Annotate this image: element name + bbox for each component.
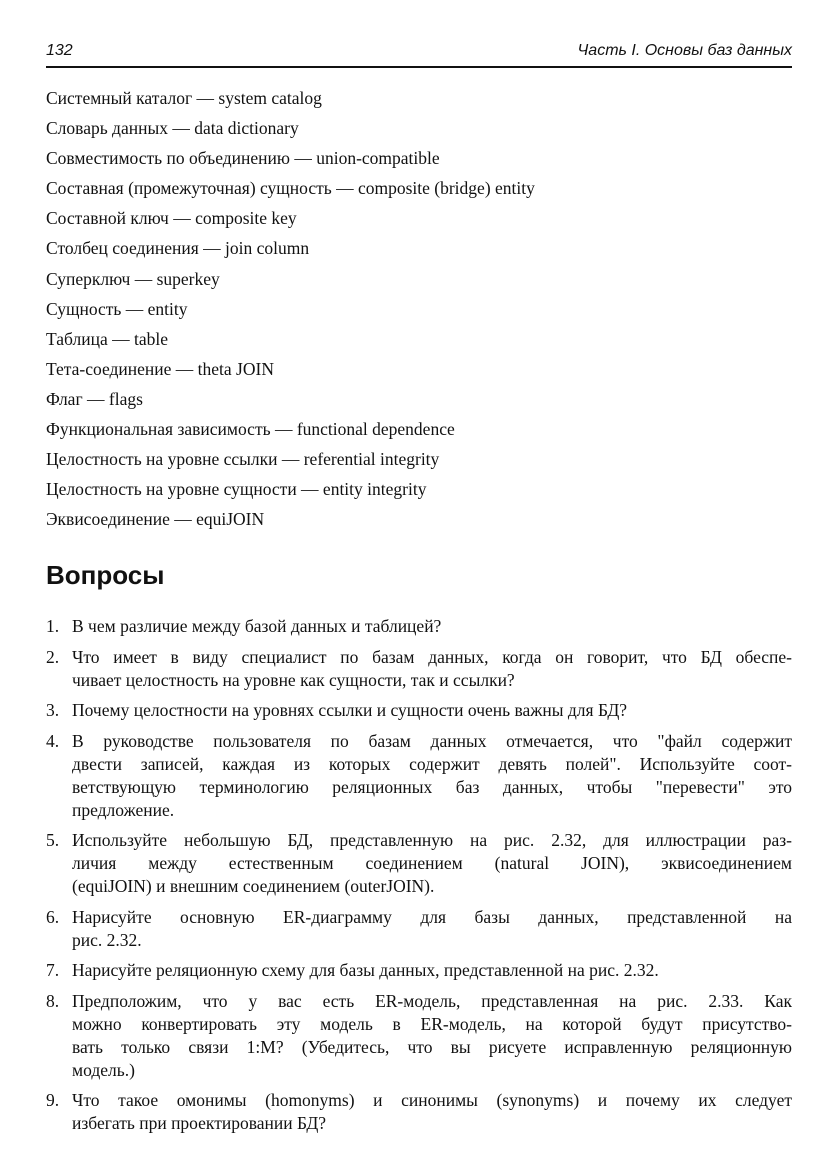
section-heading: Вопросы xyxy=(46,560,165,590)
glossary-entry: Составная (промежуточная) сущность — composite (bridge) entity xyxy=(46,178,535,199)
question-text-line: В чем различие между базой данных и таблицей? xyxy=(72,616,442,636)
glossary-entry: Системный каталог — system catalog xyxy=(46,88,322,108)
question-text-line: личия между естественным соединением (natural JOIN), эквисоединением xyxy=(72,853,792,873)
question-item xyxy=(46,699,792,722)
glossary-entry: Суперключ — superkey xyxy=(46,268,220,289)
question-number: 8. xyxy=(46,990,60,1011)
glossary-list xyxy=(46,86,792,537)
question-item xyxy=(46,730,792,822)
question-item xyxy=(46,906,792,952)
chapter-title: Часть I. Основы баз данных xyxy=(577,42,792,59)
question-text-line: чивает целостность на уровне как сущности, так и ссылки? xyxy=(72,669,515,690)
question-item xyxy=(46,646,792,692)
question-text-line: Почему целостности на уровнях ссылки и сущности очень важны для БД? xyxy=(72,700,628,720)
question-number: 2. xyxy=(46,646,60,667)
question-text-line: В руководстве пользователя по базам данных отмечается, что "файл содержит xyxy=(72,730,792,751)
question-text-line: вать только связи 1:M? (Убедитесь, что вы рисуете исправленную реляционную xyxy=(72,1036,792,1057)
glossary-entry: Сущность — entity xyxy=(46,298,188,319)
glossary-entry: Тета-соединение — theta JOIN xyxy=(46,358,274,379)
glossary-entry: Столбец соединения — join column xyxy=(46,238,310,259)
question-item xyxy=(46,615,792,638)
question-text-line: ветствующую терминологию реляционных баз данных, чтобы "перевести" это xyxy=(72,776,792,797)
question-number: 3. xyxy=(46,700,60,720)
question-text-line: Нарисуйте основную ER-диаграмму для базы данных, представленной на xyxy=(72,906,792,927)
glossary-entry: Составной ключ — composite key xyxy=(46,208,297,229)
question-number: 7. xyxy=(46,960,60,980)
question-number: 1. xyxy=(46,616,60,636)
glossary-entry: Словарь данных — data dictionary xyxy=(46,118,299,139)
question-text-line: Нарисуйте реляционную схему для базы данных, представленной на рис. 2.32. xyxy=(72,960,659,980)
question-number: 4. xyxy=(46,730,60,751)
glossary-entry: Таблица — table xyxy=(46,328,168,349)
glossary-entry: Совместимость по объединению — union-compatible xyxy=(46,148,440,169)
questions-list xyxy=(46,615,792,1143)
question-text-line: Что такое омонимы (homonyms) и синонимы (synonyms) и почему их следует xyxy=(72,1090,792,1110)
glossary-entry: Функциональная зависимость — functional dependence xyxy=(46,419,455,440)
question-text-line: можно конвертировать эту модель в ER-модель, на которой будут присутство- xyxy=(72,1013,792,1034)
glossary-entry: Целостность на уровне сущности — entity integrity xyxy=(46,479,427,500)
question-item xyxy=(46,959,792,982)
question-text-line: двести записей, каждая из которых содержит девять полей". Используйте соот- xyxy=(72,753,792,774)
page-number: 132 xyxy=(46,42,73,59)
question-item xyxy=(46,990,792,1082)
glossary-entry: Целостность на уровне ссылки — referential integrity xyxy=(46,449,440,470)
question-text-line: избегать при проектировании БД? xyxy=(72,1113,327,1133)
question-text-line: предложение. xyxy=(72,799,175,820)
question-number: 9. xyxy=(46,1090,60,1110)
page-header xyxy=(46,38,792,68)
question-text-line: Что имеет в виду специалист по базам данных, когда он говорит, что БД обеспе- xyxy=(72,646,792,667)
glossary-entry: Флаг — flags xyxy=(46,388,143,409)
question-text-line: (equiJOIN) и внешним соединением (outerJOIN). xyxy=(72,876,435,896)
question-item xyxy=(46,1089,792,1135)
question-text-line: Предположим, что у вас есть ER-модель, представленная на рис. 2.33. Как xyxy=(72,990,792,1011)
question-text-line: Используйте небольшую БД, представленную на рис. 2.32, для иллюстрации раз- xyxy=(72,830,792,850)
question-number: 6. xyxy=(46,906,60,927)
glossary-entry: Эквисоединение — equiJOIN xyxy=(46,509,265,530)
question-text-line: рис. 2.32. xyxy=(72,929,142,950)
question-item xyxy=(46,829,792,898)
question-text-line: модель.) xyxy=(72,1059,135,1080)
question-number: 5. xyxy=(46,830,60,850)
